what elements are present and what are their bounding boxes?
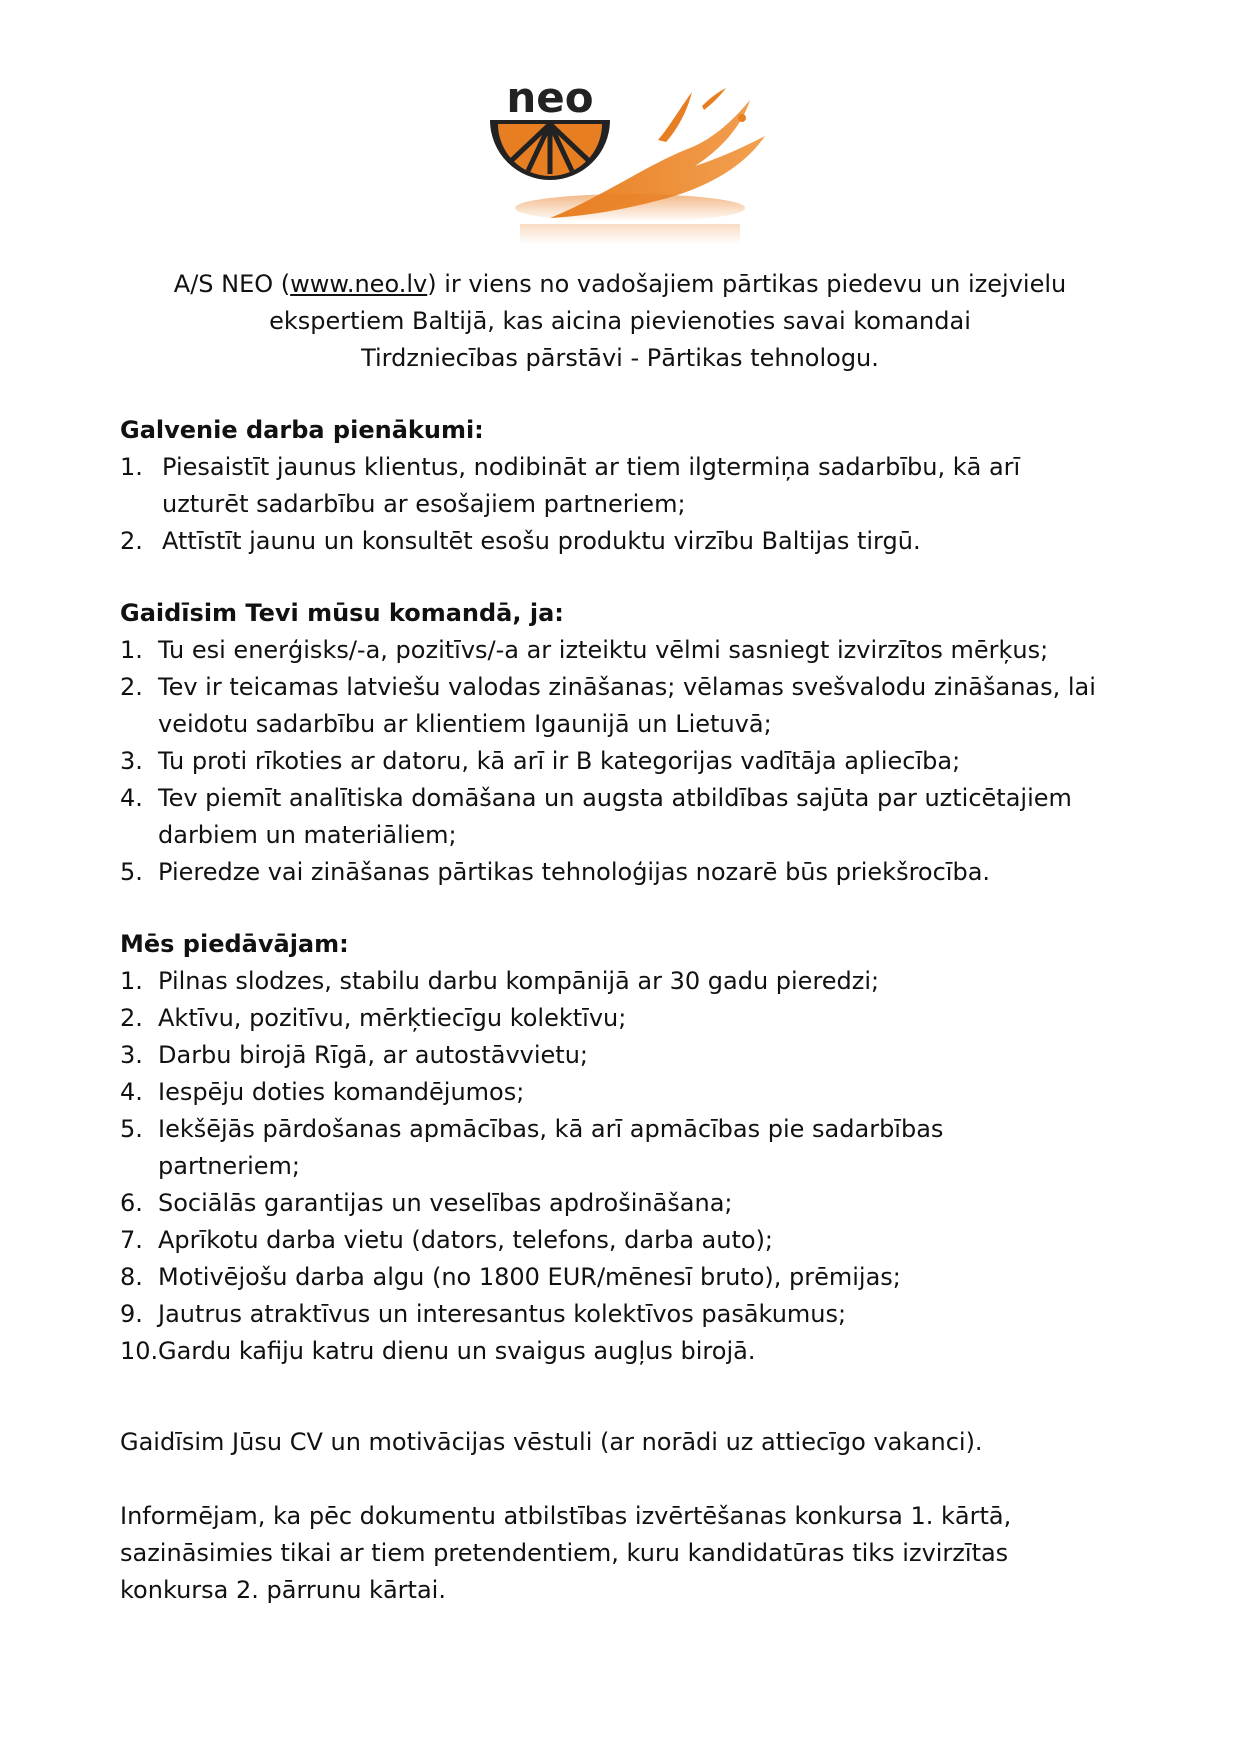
list-item-text: Iekšējās pārdošanas apmācības, kā arī apmācības pie sadarbības partneriem; [158, 1115, 944, 1180]
intro-text [120, 266, 1120, 377]
list-item-text: Aprīkotu darba vietu (dators, telefons, darba auto); [158, 1226, 774, 1254]
list-item-text: Piesaistīt jaunus klientus, nodibināt ar tiem ilgtermiņa sadarbību, kā arī uzturēt sadarbību ar esošajiem partneriem; [162, 453, 1021, 518]
list-number: 5. [120, 1115, 143, 1143]
intro-line-2: ekspertiem Baltijā, kas aicina pievienoties savai komandai [269, 307, 971, 335]
list-item [120, 1074, 1130, 1111]
list-item-text: Tev ir teicamas latviešu valodas zināšanas; vēlamas svešvalodu zināšanas, lai veidotu sadarbību ar klientiem Igaunijā un Lietuvā; [158, 673, 1096, 738]
list-number: 1. [120, 636, 143, 664]
list-number: 3. [120, 1041, 143, 1069]
list-item-text: Tu proti rīkoties ar datoru, kā arī ir B kategorijas vadītāja apliecība; [158, 747, 961, 775]
offer-list [120, 963, 1130, 1370]
website-link[interactable]: www.neo.lv [290, 270, 428, 298]
list-number: 1. [120, 967, 143, 995]
list-number: 9. [120, 1300, 143, 1328]
list-item [120, 1185, 1130, 1222]
list-number: 6. [120, 1189, 143, 1217]
offer-section [120, 926, 1130, 1370]
list-item [120, 1037, 1130, 1074]
list-number: 2. [120, 527, 143, 555]
list-item-text: Gardu kafiju katru dienu un svaigus augļus birojā. [158, 1337, 756, 1365]
intro-line-1 [120, 266, 1120, 303]
list-item [120, 1333, 1130, 1370]
duties-heading: Galvenie darba pienākumi: [120, 416, 484, 444]
list-item [120, 632, 1130, 669]
list-item [120, 780, 1130, 854]
intro-line-1-suffix: ) ir viens no vadošajiem pārtikas piedevu un izejvielu [427, 270, 1067, 298]
list-item [120, 1296, 1130, 1333]
list-item [120, 743, 1130, 780]
list-item [120, 1000, 1130, 1037]
list-number: 10. [120, 1337, 159, 1365]
closing-note: Informējam, ka pēc dokumentu atbilstības izvērtēšanas konkursa 1. kārtā, sazināsimies tikai ar tiem pretendentiem, kuru kandidatūras tiks izvirzītas konkursa 2. pārrunu kārtai. [120, 1502, 1012, 1604]
requirements-heading: Gaidīsim Tevi mūsu komandā, ja: [120, 599, 564, 627]
list-item-text: Motivējošu darba algu (no 1800 EUR/mēnesī bruto), prēmijas; [158, 1263, 901, 1291]
list-number: 4. [120, 784, 143, 812]
list-number: 7. [120, 1226, 143, 1254]
logo-brand-text: neo [506, 78, 594, 122]
list-item-text: Tev piemīt analītiska domāšana un augsta atbildības sajūta par uzticētajiem darbiem un materiāliem; [158, 784, 1072, 849]
list-item-text: Tu esi enerģisks/-a, pozitīvs/-a ar izteiktu vēlmi sasniegt izvirzītos mērķus; [158, 636, 1049, 664]
list-item-text: Aktīvu, pozitīvu, mērķtiecīgu kolektīvu; [158, 1004, 627, 1032]
list-item-text: Pilnas slodzes, stabilu darbu kompānijā ar 30 gadu pieredzi; [158, 967, 880, 995]
list-number: 2. [120, 673, 143, 701]
list-item-text: Attīstīt jaunu un konsultēt esošu produktu virzību Baltijas tirgū. [162, 527, 921, 555]
list-item-text: Pieredze vai zināšanas pārtikas tehnoloģijas nozarē būs priekšrocība. [158, 858, 991, 886]
intro-line-3: Tirdzniecības pārstāvi - Pārtikas tehnologu. [361, 344, 879, 372]
requirements-list [120, 632, 1130, 891]
list-item [120, 854, 1130, 891]
list-item-text: Darbu birojā Rīgā, ar autostāvvietu; [158, 1041, 588, 1069]
list-item-text: Sociālās garantijas un veselības apdrošināšana; [158, 1189, 733, 1217]
list-number: 8. [120, 1263, 143, 1291]
list-item-text: Jautrus atraktīvus un interesantus kolektīvos pasākumus; [158, 1300, 847, 1328]
cv-note: Gaidīsim Jūsu CV un motivācijas vēstuli (ar norādi uz attiecīgo vakanci). [120, 1428, 983, 1456]
list-number: 4. [120, 1078, 143, 1106]
requirements-section [120, 595, 1130, 891]
list-item [120, 1111, 1130, 1185]
list-item-text: Iespēju doties komandējumos; [158, 1078, 525, 1106]
intro-line-1-prefix: A/S NEO ( [173, 270, 291, 298]
list-item [120, 1259, 1130, 1296]
list-number: 2. [120, 1004, 143, 1032]
list-number: 5. [120, 858, 143, 886]
offer-heading: Mēs piedāvājam: [120, 930, 349, 958]
list-number: 3. [120, 747, 143, 775]
list-number: 1. [120, 453, 143, 481]
list-item [120, 963, 1130, 1000]
duties-section [120, 412, 1130, 560]
neo-logo [480, 78, 770, 250]
list-item [120, 449, 1130, 523]
list-item [120, 669, 1130, 743]
list-item [120, 1222, 1130, 1259]
duties-list [120, 449, 1130, 560]
list-item [120, 523, 1130, 560]
